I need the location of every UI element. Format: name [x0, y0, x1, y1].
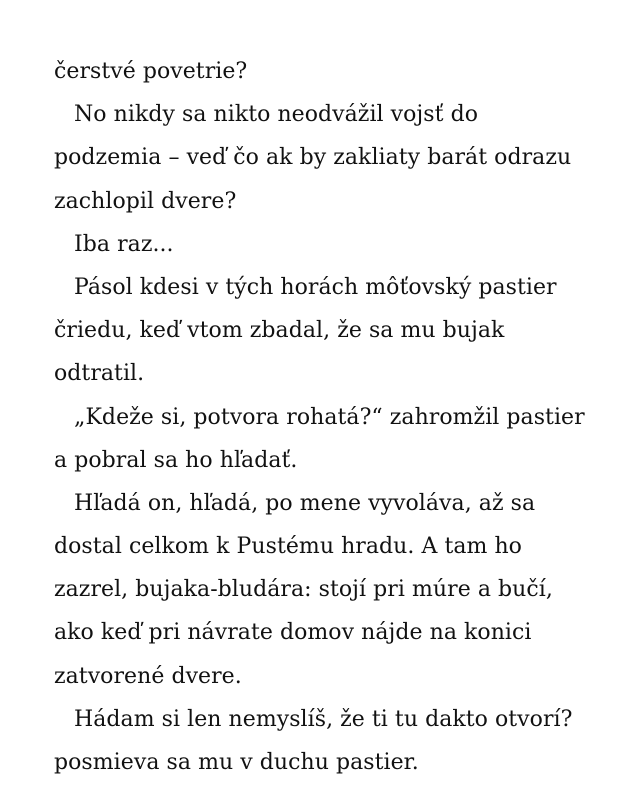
text-line: Iba raz...	[74, 231, 174, 257]
text-line: „Kdeže si, potvora rohatá?“ zahromžil pastier	[74, 404, 585, 430]
text-line: zazrel, bujaka-bludára: stojí pri múre a bučí,	[54, 577, 553, 603]
text-line: podzemia – veď čo ak by zakliaty barát odrazu	[54, 145, 572, 171]
text-line: Hádam si len nemyslíš, že ti tu dakto otvorí?	[74, 706, 573, 732]
text-line: čriedu, keď vtom zbadal, že sa mu bujak	[54, 318, 505, 344]
text-line: a pobral sa ho hľadať.	[54, 447, 298, 473]
book-page	[54, 50, 614, 784]
text-line: odtratil.	[54, 361, 145, 387]
text-line: zatvorené dvere.	[54, 663, 242, 689]
text-line: Hľadá on, hľadá, po mene vyvoláva, až sa	[74, 490, 536, 516]
text-line: zachlopil dvere?	[54, 188, 237, 214]
text-line: ako keď pri návrate domov nájde na konici	[54, 620, 532, 646]
text-line: posmieva sa mu v duchu pastier.	[54, 750, 419, 775]
text-line: dostal celkom k Pustému hradu. A tam ho	[54, 534, 522, 560]
text-line: čerstvé povetrie?	[54, 59, 248, 84]
text-line: No nikdy sa nikto neodvážil vojsť do	[74, 102, 479, 128]
text-line: Pásol kdesi v tých horách môťovský pastier	[74, 274, 557, 300]
